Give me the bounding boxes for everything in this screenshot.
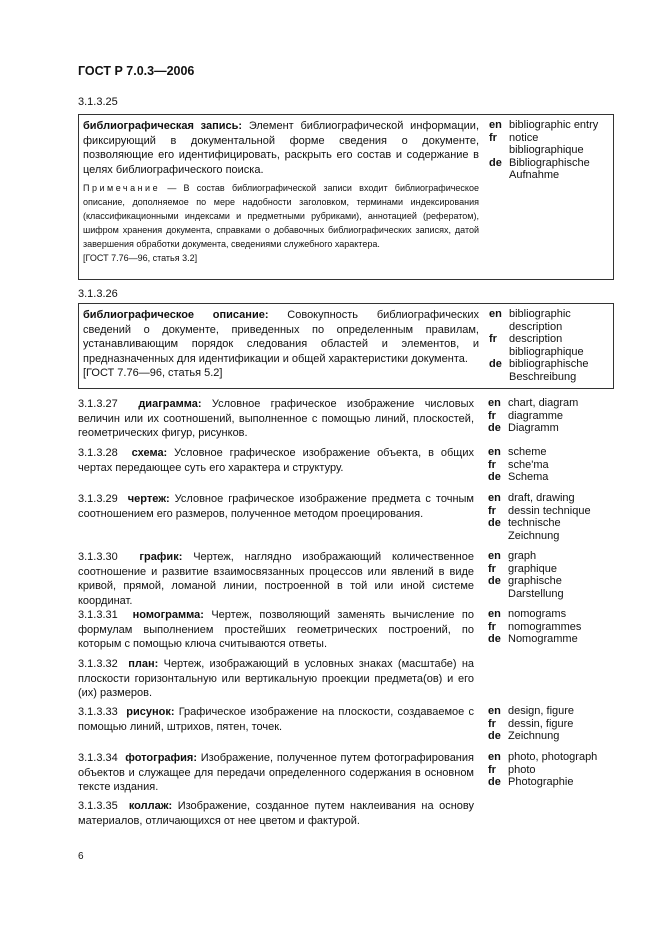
term: коллаж: [128, 800, 173, 812]
definition-text: Совокупность библиографических сведений о документе, приведенных по определенным правилам, устанавливающим порядок следования областей и элементов, и предназначенных для идентификации и общей характеристики документа. [83, 309, 479, 365]
term: фотография: [125, 752, 198, 764]
term: чертеж: [127, 493, 170, 505]
source: [ГОСТ 7.76—96, статья 3.2] [83, 253, 198, 263]
equivalents: en bibliographic description fr description bibliographique de bibliographische Beschreibung [489, 308, 611, 383]
section-number: 3.1.3.26 [78, 288, 118, 300]
definition-text: Изображение, полученное путем фотографирования объектов и служащее для передачи определенного содержания в основном тексте издания. [78, 752, 474, 793]
source: [ГОСТ 7.76—96, статья 5.2] [83, 367, 223, 379]
equivalents: en photo, photograph fr photo de Photographie [488, 751, 598, 788]
equivalent-fr: notice bibliographique [509, 131, 584, 156]
equivalents: en bibliographic entry fr notice bibliographique de Bibliographische Aufnahme [489, 119, 611, 182]
term: библиографическое описание: [83, 309, 269, 321]
definition-text: Графическое изображение на плоскости, создаваемое с помощью линий, штрихов, пятен, точек. [78, 706, 474, 733]
equivalent-de: bibliographische Beschreibung [509, 358, 589, 383]
definition-text: Условное графическое изображение объекта, в общих чертах передающее суть его характера и структуру. [78, 447, 474, 474]
term: рисунок: [126, 706, 175, 718]
definition-text: Изображение, созданное путем наклеивания на основу материалов, отличающихся от нее цветом и фактурой. [78, 800, 474, 827]
equivalent-fr: description bibliographique [509, 333, 584, 358]
term-box-26 [78, 303, 614, 389]
note [83, 181, 479, 251]
section-number: 3.1.3.25 [78, 96, 118, 108]
equivalents: en draft, drawing fr dessin technique de technische Zeichnung [488, 492, 591, 542]
term: график: [139, 551, 183, 563]
equivalents: en chart, diagram fr diagramme de Diagramm [488, 397, 579, 434]
definition-text: Чертеж, позволяющий заменять вычисление по формулам выполнением простейших геометрических построений, по которым с помощью ключа считываются ответы. [78, 609, 474, 650]
equivalent-en: bibliographic description [509, 308, 571, 333]
term: библиографическая запись: [83, 120, 243, 132]
equivalents: en graph fr graphique de graphische Darstellung [488, 550, 564, 600]
note-label: Примечание [83, 183, 161, 193]
note-text: — В состав библиографической записи входит библиографическое описание, дополняемое по мере надобности заголовком, терминами индексирования (классификационными индексами и предметными рубриками), аннотацией (рефератом), шифром хранения документа, справками о добавочных библиографических записях, датой завершения обработки документа, сведениями служебного характера. [83, 183, 479, 249]
equivalents: en nomograms fr nomogrammes de Nomogramme [488, 608, 582, 645]
definition [83, 308, 479, 381]
definition-text: Условное графическое изображение числовых величин или их соотношений, выполненное с помощью линий, плоскостей, геометрических фигур, рисунков. [78, 398, 474, 439]
definition [83, 119, 479, 265]
term: план: [128, 658, 159, 670]
document-header: ГОСТ Р 7.0.3—2006 [78, 64, 195, 78]
page-number: 6 [78, 851, 84, 862]
term: диаграмма: [138, 398, 202, 410]
term: схема: [131, 447, 168, 459]
equivalents: en design, figure fr dessin, figure de Zeichnung [488, 705, 575, 742]
definition-text: Чертеж, наглядно изображающий количественное соотношение и развитие взаимосвязанных процессов или явлений в виде кривой, прямой, ломаной линии, построенной в той или иной системе координат. [78, 551, 474, 607]
definition-text: Условное графическое изображение предмета с точным соотношением его размеров, полученное методом проецирования. [78, 493, 474, 520]
equivalent-de: Bibliographische Aufnahme [509, 156, 590, 181]
definition-text: Чертеж, изображающий в условных знаках (масштабе) на плоскости горизонтальную или вертикальную проекции предмета(ов) и его (их) размеров. [78, 658, 475, 699]
definition-text: Элемент библиографической информации, фиксирующий в документальной форме сведения о документе, позволяющие его идентифицировать, раскрыть его состав и содержание в целях библиографического поиска. [83, 120, 479, 176]
equivalents: en scheme fr sche'ma de Schema [488, 446, 549, 483]
term: номограмма: [132, 609, 204, 621]
term-box-25 [78, 114, 614, 280]
equivalent-en: bibliographic entry [509, 119, 599, 131]
